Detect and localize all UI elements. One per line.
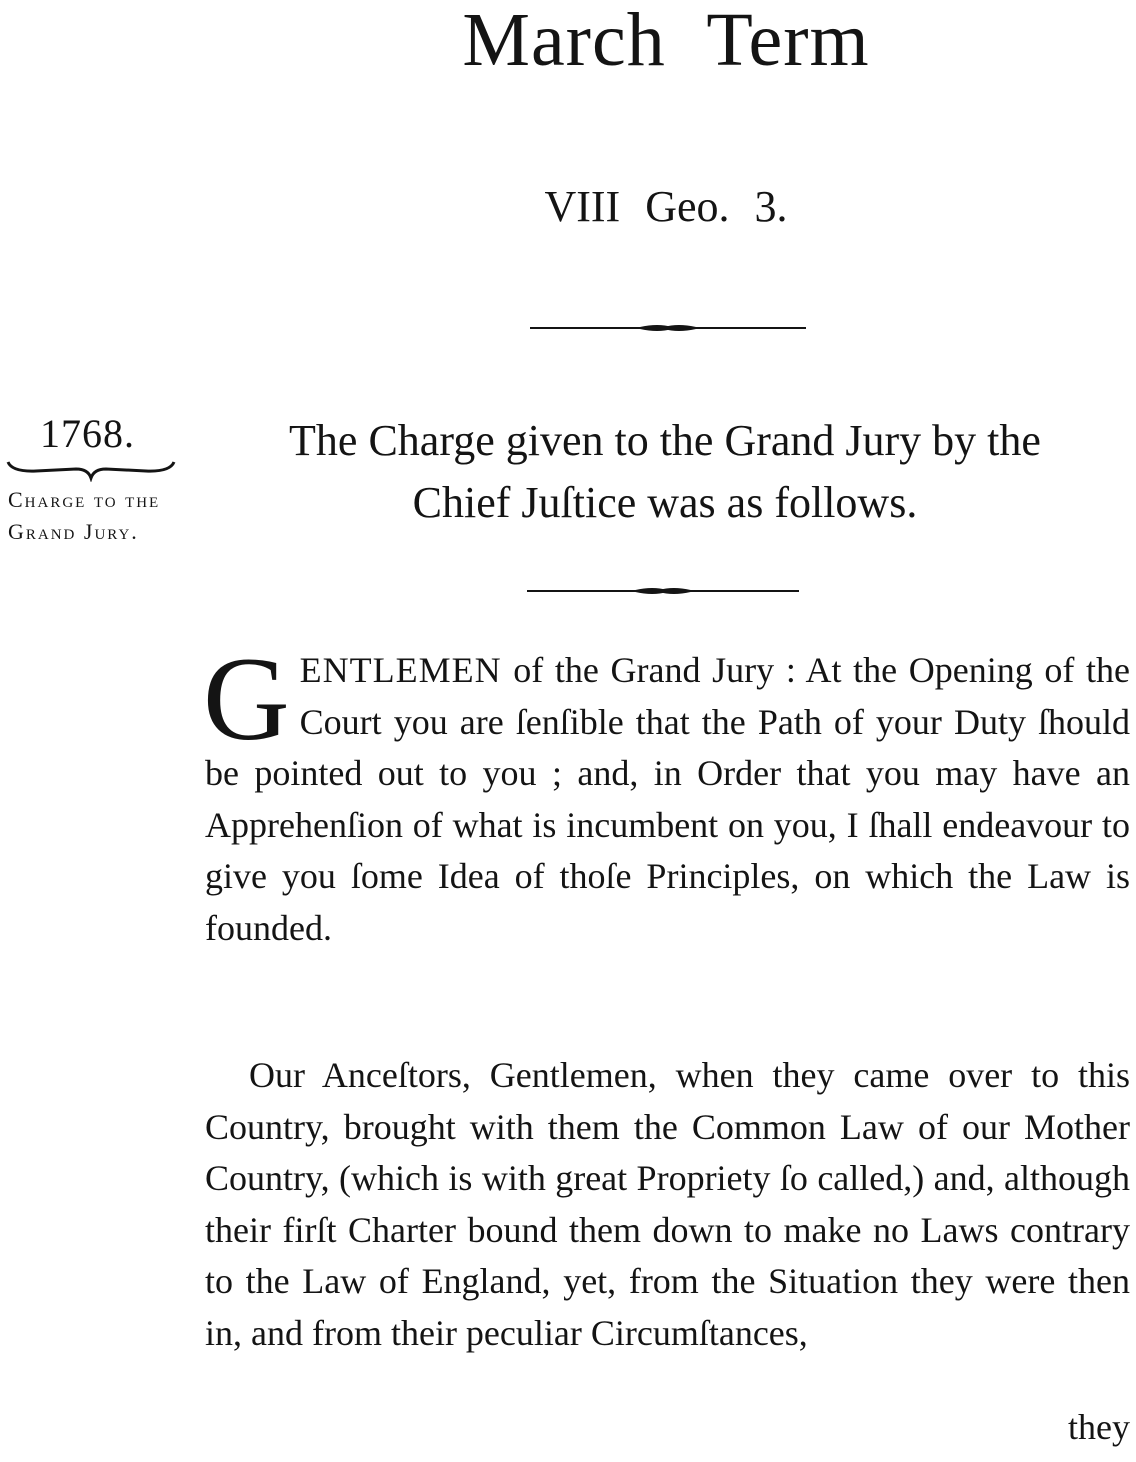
heading-line-1: The Charge given to the Grand Jury by the (289, 416, 1041, 465)
opening-word: ENTLEMEN (299, 650, 502, 690)
regnal-year: VIII Geo. 3. (544, 182, 788, 231)
drop-cap: G (203, 632, 290, 765)
paragraph-1-text: of the Grand Jury : At the Opening of the Court you are ſenſible that the Path of your Duty ſhould be pointed out to you ; and, in Order that you may have an Apprehenſion of what is incumbent on you, I ſhall endeavour to give you ſome Idea of thoſe Principles, on which the Law is founded. (205, 650, 1130, 948)
charge-heading (210, 410, 1120, 534)
margin-brace (6, 458, 176, 482)
heading-line-2: Chief Juſtice was as follows. (412, 478, 918, 527)
margin-year: 1768. (40, 411, 135, 456)
ornamental-rule-top (530, 320, 806, 336)
paragraph-2: Our Anceſtors, Gentlemen, when they came over to this Country, brought with them the Common Law of our Mother Country, (which is with great Propriety ſo called,) and, although their firſt Charter bound them down to make no Laws contrary to the Law of England, yet, from the Situation they were then in, and from their peculiar Circumſtances, (205, 1055, 1130, 1353)
catchword: they (1068, 1407, 1130, 1447)
ornamental-rule-bottom (527, 583, 799, 599)
margin-note: Charge to the Grand Jury. (8, 487, 161, 544)
paragraph-1 (203, 632, 1130, 954)
running-title: March Term (462, 0, 870, 82)
